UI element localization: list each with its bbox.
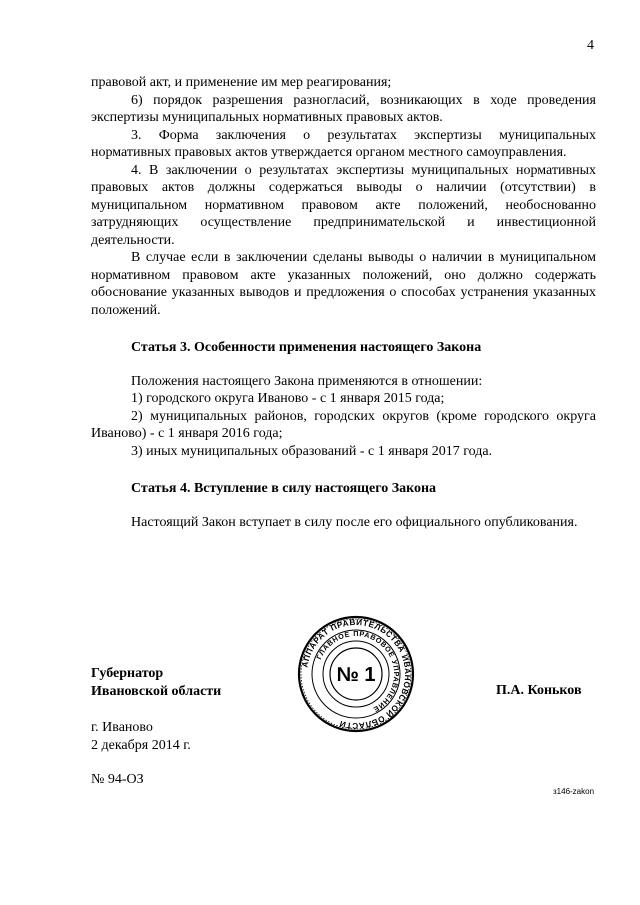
paragraph: В случае если в заключении сделаны выводы о наличии в муниципальном нормативном правовом акте указанных положений, оно должно содержать обоснование указанных выводов и предложения о способах устранения указанных положений. <box>91 250 596 318</box>
signature-line-1: Губернатор <box>91 666 164 681</box>
document-code: з146-zakon <box>553 787 595 796</box>
law-number: № 94-ОЗ <box>91 772 144 787</box>
signature-title <box>91 665 221 701</box>
signature-line-2: Ивановской области <box>91 684 222 699</box>
paragraph: 3. Форма заключения о результатах экспертизы муниципальных нормативных правовых актов утверждается органом местного самоуправления. <box>91 127 596 160</box>
seal-inner-text: ГЛАВНОЕ ПРАВОВОЕ УПРАВЛЕНИЕ <box>314 628 402 715</box>
paragraph: правовой акт, и применение им мер реагирования; <box>91 75 392 90</box>
seal-center-text: № 1 <box>336 664 376 686</box>
document-body <box>91 74 596 531</box>
seal-outer-text: АППАРАТ ПРАВИТЕЛЬСТВА ИВАНОВСКОЙ ОБЛАСТИ <box>300 617 413 731</box>
paragraph: 2) муниципальных районов, городских округов (кроме городского округа Иваново) - с 1 января 2016 года; <box>91 408 596 441</box>
official-seal-icon <box>297 615 415 733</box>
date: 2 декабря 2014 г. <box>91 738 191 753</box>
place: г. Иваново <box>91 720 153 735</box>
paragraph: Положения настоящего Закона применяются в отношении: <box>131 373 483 389</box>
page-number: 4 <box>587 38 594 53</box>
paragraph: 4. В заключении о результатах экспертизы муниципальных нормативных правовых актов должны содержаться выводы о наличии (отсутствии) в муниципальном нормативном правовом акте положений, необоснованно затрудняющих осуществление предпринимательской и инвестиционной деятельности. <box>91 162 596 248</box>
paragraph: 1) городского округа Иваново - с 1 января 2015 года; <box>131 391 445 406</box>
paragraph: Настоящий Закон вступает в силу после его официального опубликования. <box>131 514 578 530</box>
paragraph: 6) порядок разрешения разногласий, возникающих в ходе проведения экспертизы муниципальных нормативных правовых актов. <box>91 92 596 125</box>
article-3-title: Статья 3. Особенности применения настоящего Закона <box>131 340 482 355</box>
signatory-name: П.А. Коньков <box>496 683 582 698</box>
paragraph: 3) иных муниципальных образований - с 1 января 2017 года. <box>131 443 493 459</box>
place-and-date <box>91 719 191 755</box>
article-4-title: Статья 4. Вступление в силу настоящего Закона <box>131 481 437 496</box>
